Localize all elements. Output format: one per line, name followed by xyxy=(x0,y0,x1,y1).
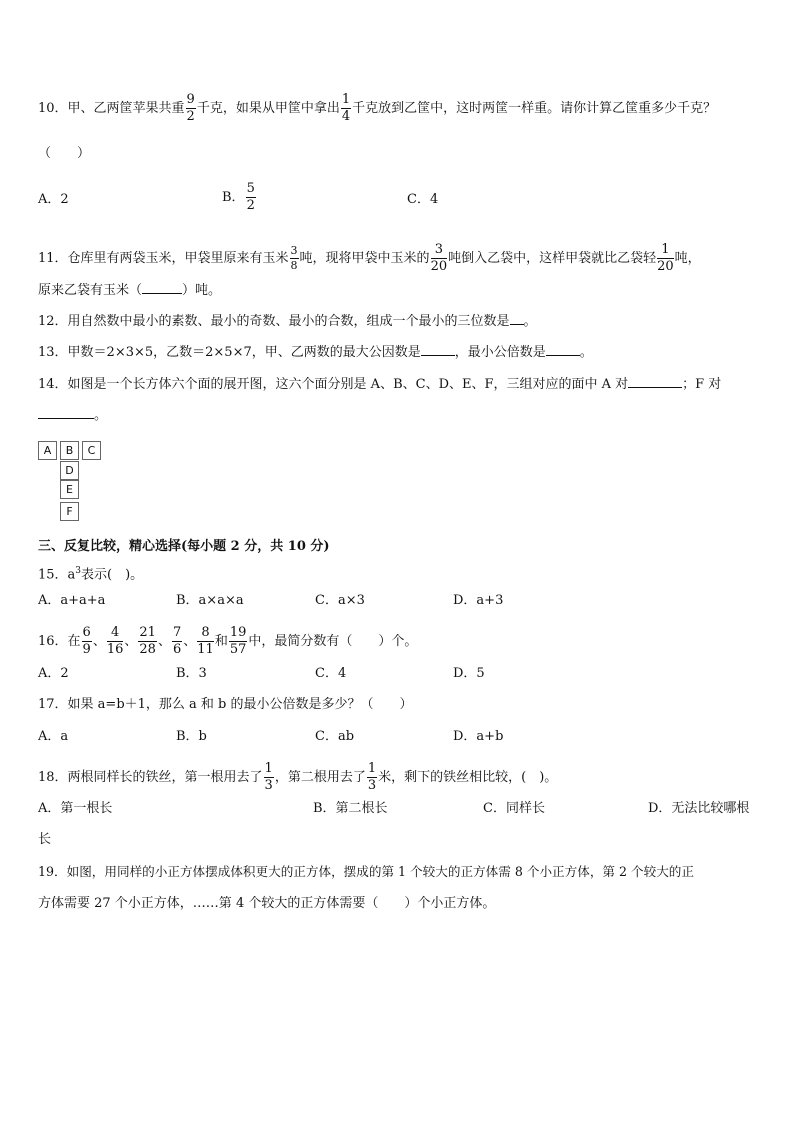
q18-text-1: 18．两根同样长的铁丝，第一根用去了 xyxy=(38,770,263,785)
q18-text-2: ，第二根用去了 xyxy=(274,770,366,785)
q10-option-b xyxy=(222,182,257,213)
q16-text-1: 16．在 xyxy=(38,634,81,649)
exponent: 3 xyxy=(75,566,82,576)
question-18 xyxy=(38,762,557,793)
answer-blank xyxy=(546,342,580,356)
fraction xyxy=(290,245,299,272)
numerator: 8 xyxy=(197,626,214,642)
denominator: 20 xyxy=(657,259,674,274)
conjunction: 和 xyxy=(214,634,228,649)
question-16 xyxy=(38,626,417,657)
q18-option-d: D．无法比较哪根 xyxy=(648,801,750,816)
q15-text-2: 表示( )。 xyxy=(81,567,144,583)
option-label: B． xyxy=(222,190,245,205)
q17-option-b: B．b xyxy=(176,729,207,744)
q13-text-3: 。 xyxy=(579,345,593,360)
denominator: 4 xyxy=(341,109,351,124)
numerator: 3 xyxy=(290,244,298,257)
q14-line-2 xyxy=(38,405,107,426)
answer-blank xyxy=(421,342,455,356)
q13-text-2: ，最小公倍数是 xyxy=(454,345,546,360)
question-19: 19．如图，用同样的小正方体摆成体积更大的正方体，摆成的第 1 个较大的正方体需 8 个小正方体，第 2 个较大的正 xyxy=(38,864,694,879)
section-3-heading: 三、反复比较，精心选择(每小题 2 分，共 10 分) xyxy=(38,539,330,554)
numerator: 5 xyxy=(246,181,255,196)
fraction xyxy=(431,243,448,274)
q16-option-d: D．5 xyxy=(453,666,485,681)
separator: 、 xyxy=(92,634,106,649)
denominator: 20 xyxy=(430,259,448,274)
question-12 xyxy=(38,311,537,332)
net-face-c: C xyxy=(82,441,101,460)
q16-option-c: C．4 xyxy=(315,666,347,681)
fraction xyxy=(107,626,124,657)
q18-text-3: 米，剩下的铁丝相比较，( )。 xyxy=(378,770,558,785)
q14-text-3: 。 xyxy=(94,408,108,423)
question-15 xyxy=(38,561,143,585)
fraction xyxy=(229,626,248,657)
q17-option-d: D．a+b xyxy=(453,729,504,744)
q18-option-d-wrap: 长 xyxy=(38,832,52,847)
answer-blank xyxy=(38,405,94,419)
fraction xyxy=(82,626,92,657)
q15-option-d: D．a+3 xyxy=(453,593,504,608)
q15-option-b: B．a×a×a xyxy=(176,593,244,608)
q11-text-2: 吨，现将甲袋中玉米的 xyxy=(299,251,430,266)
denominator: 57 xyxy=(229,642,247,657)
question-17: 17．如果 a=b＋1，那么 a 和 b 的最小公倍数是多少？（ ） xyxy=(38,697,413,712)
q10-option-c: C．4 xyxy=(407,192,439,207)
q11-text-5: 原来乙袋有玉米（ xyxy=(38,283,143,298)
q14-text-2: ；F 对 xyxy=(682,377,722,392)
denominator: 6 xyxy=(172,642,182,657)
answer-blank xyxy=(628,374,682,388)
denominator: 9 xyxy=(82,642,91,657)
fraction xyxy=(341,93,351,124)
q11-line-2 xyxy=(38,280,221,301)
numerator: 1 xyxy=(657,243,674,259)
q10-option-a: A．2 xyxy=(38,192,69,207)
q16-option-a: A．2 xyxy=(38,666,69,681)
q10-text-1: 10．甲、乙两筐苹果共重 xyxy=(38,101,185,116)
fraction xyxy=(657,243,674,274)
numerator: 1 xyxy=(341,92,351,107)
q12-text-2: 。 xyxy=(523,314,537,329)
q11-text-1: 11．仓库里有两袋玉米，甲袋里原来有玉米 xyxy=(38,251,289,266)
numerator: 4 xyxy=(107,626,124,642)
q14-text-1: 14．如图是一个长方体六个面的展开图，这六个面分别是 A、B、C、D、E、F，三组对应的面中 A 对 xyxy=(38,377,629,392)
q10-text-2: 千克，如果从甲筐中拿出 xyxy=(196,101,340,116)
numerator: 19 xyxy=(229,625,247,640)
net-face-e: E xyxy=(60,480,79,499)
separator: 、 xyxy=(124,634,138,649)
q18-option-c: C．同样长 xyxy=(483,801,545,816)
answer-blank xyxy=(510,311,524,325)
question-13 xyxy=(38,342,593,363)
q18-option-a: A．第一根长 xyxy=(38,801,113,816)
denominator: 3 xyxy=(264,778,273,793)
net-face-b: B xyxy=(60,441,79,460)
answer-blank xyxy=(142,280,182,294)
net-face-a: A xyxy=(38,441,57,460)
numerator: 1 xyxy=(367,761,377,776)
q17-option-a: A．a xyxy=(38,729,69,744)
fraction xyxy=(172,626,182,657)
separator: 、 xyxy=(157,634,171,649)
denominator: 11 xyxy=(197,642,214,657)
q11-text-6: ）吨。 xyxy=(182,283,222,298)
numerator: 3 xyxy=(431,243,448,259)
fraction xyxy=(264,762,274,793)
fraction xyxy=(138,626,157,657)
fraction xyxy=(367,762,377,793)
q12-text-1: 12．用自然数中最小的素数、最小的奇数、最小的合数，组成一个最小的三位数是 xyxy=(38,314,510,329)
q15-option-a: A．a+a+a xyxy=(38,593,106,608)
q15-option-c: C．a×3 xyxy=(315,593,365,608)
denominator: 28 xyxy=(139,642,156,657)
denominator: 2 xyxy=(186,109,195,124)
numerator: 21 xyxy=(139,625,156,640)
q19-line-2: 方体需要 27 个小正方体，……第 4 个较大的正方体需要（ ）个小正方体。 xyxy=(38,896,496,911)
separator: 、 xyxy=(183,634,197,649)
numerator: 6 xyxy=(82,625,91,640)
q11-text-3: 吨倒入乙袋中，这样甲袋就比乙袋轻 xyxy=(448,251,657,266)
fraction xyxy=(246,182,256,213)
denominator: 16 xyxy=(106,642,124,657)
numerator: 1 xyxy=(264,761,273,776)
question-14 xyxy=(38,374,721,395)
fraction xyxy=(186,93,196,124)
net-face-f: F xyxy=(60,502,79,521)
q15-text-1: 15．a xyxy=(38,567,76,583)
question-10 xyxy=(38,93,716,124)
q13-text-1: 13．甲数＝2×3×5，乙数＝2×5×7，甲、乙两数的最大公因数是 xyxy=(38,345,421,360)
q16-text-2: 中，最简分数有（ ）个。 xyxy=(248,634,418,649)
q16-option-b: B．3 xyxy=(176,666,207,681)
denominator: 8 xyxy=(290,259,298,272)
fraction xyxy=(197,626,214,657)
q17-option-c: C．ab xyxy=(315,729,355,744)
q10-answer-paren: （ ） xyxy=(38,146,91,161)
question-11 xyxy=(38,243,701,274)
q11-text-4: 吨， xyxy=(674,251,701,266)
denominator: 2 xyxy=(246,198,255,213)
net-face-d: D xyxy=(60,461,79,480)
q18-option-b: B．第二根长 xyxy=(313,801,388,816)
q10-text-3: 千克放到乙筐中，这时两筐一样重。请你计算乙筐重多少千克？ xyxy=(352,101,717,116)
denominator: 3 xyxy=(367,778,377,793)
numerator: 9 xyxy=(186,92,195,107)
numerator: 7 xyxy=(172,625,182,640)
